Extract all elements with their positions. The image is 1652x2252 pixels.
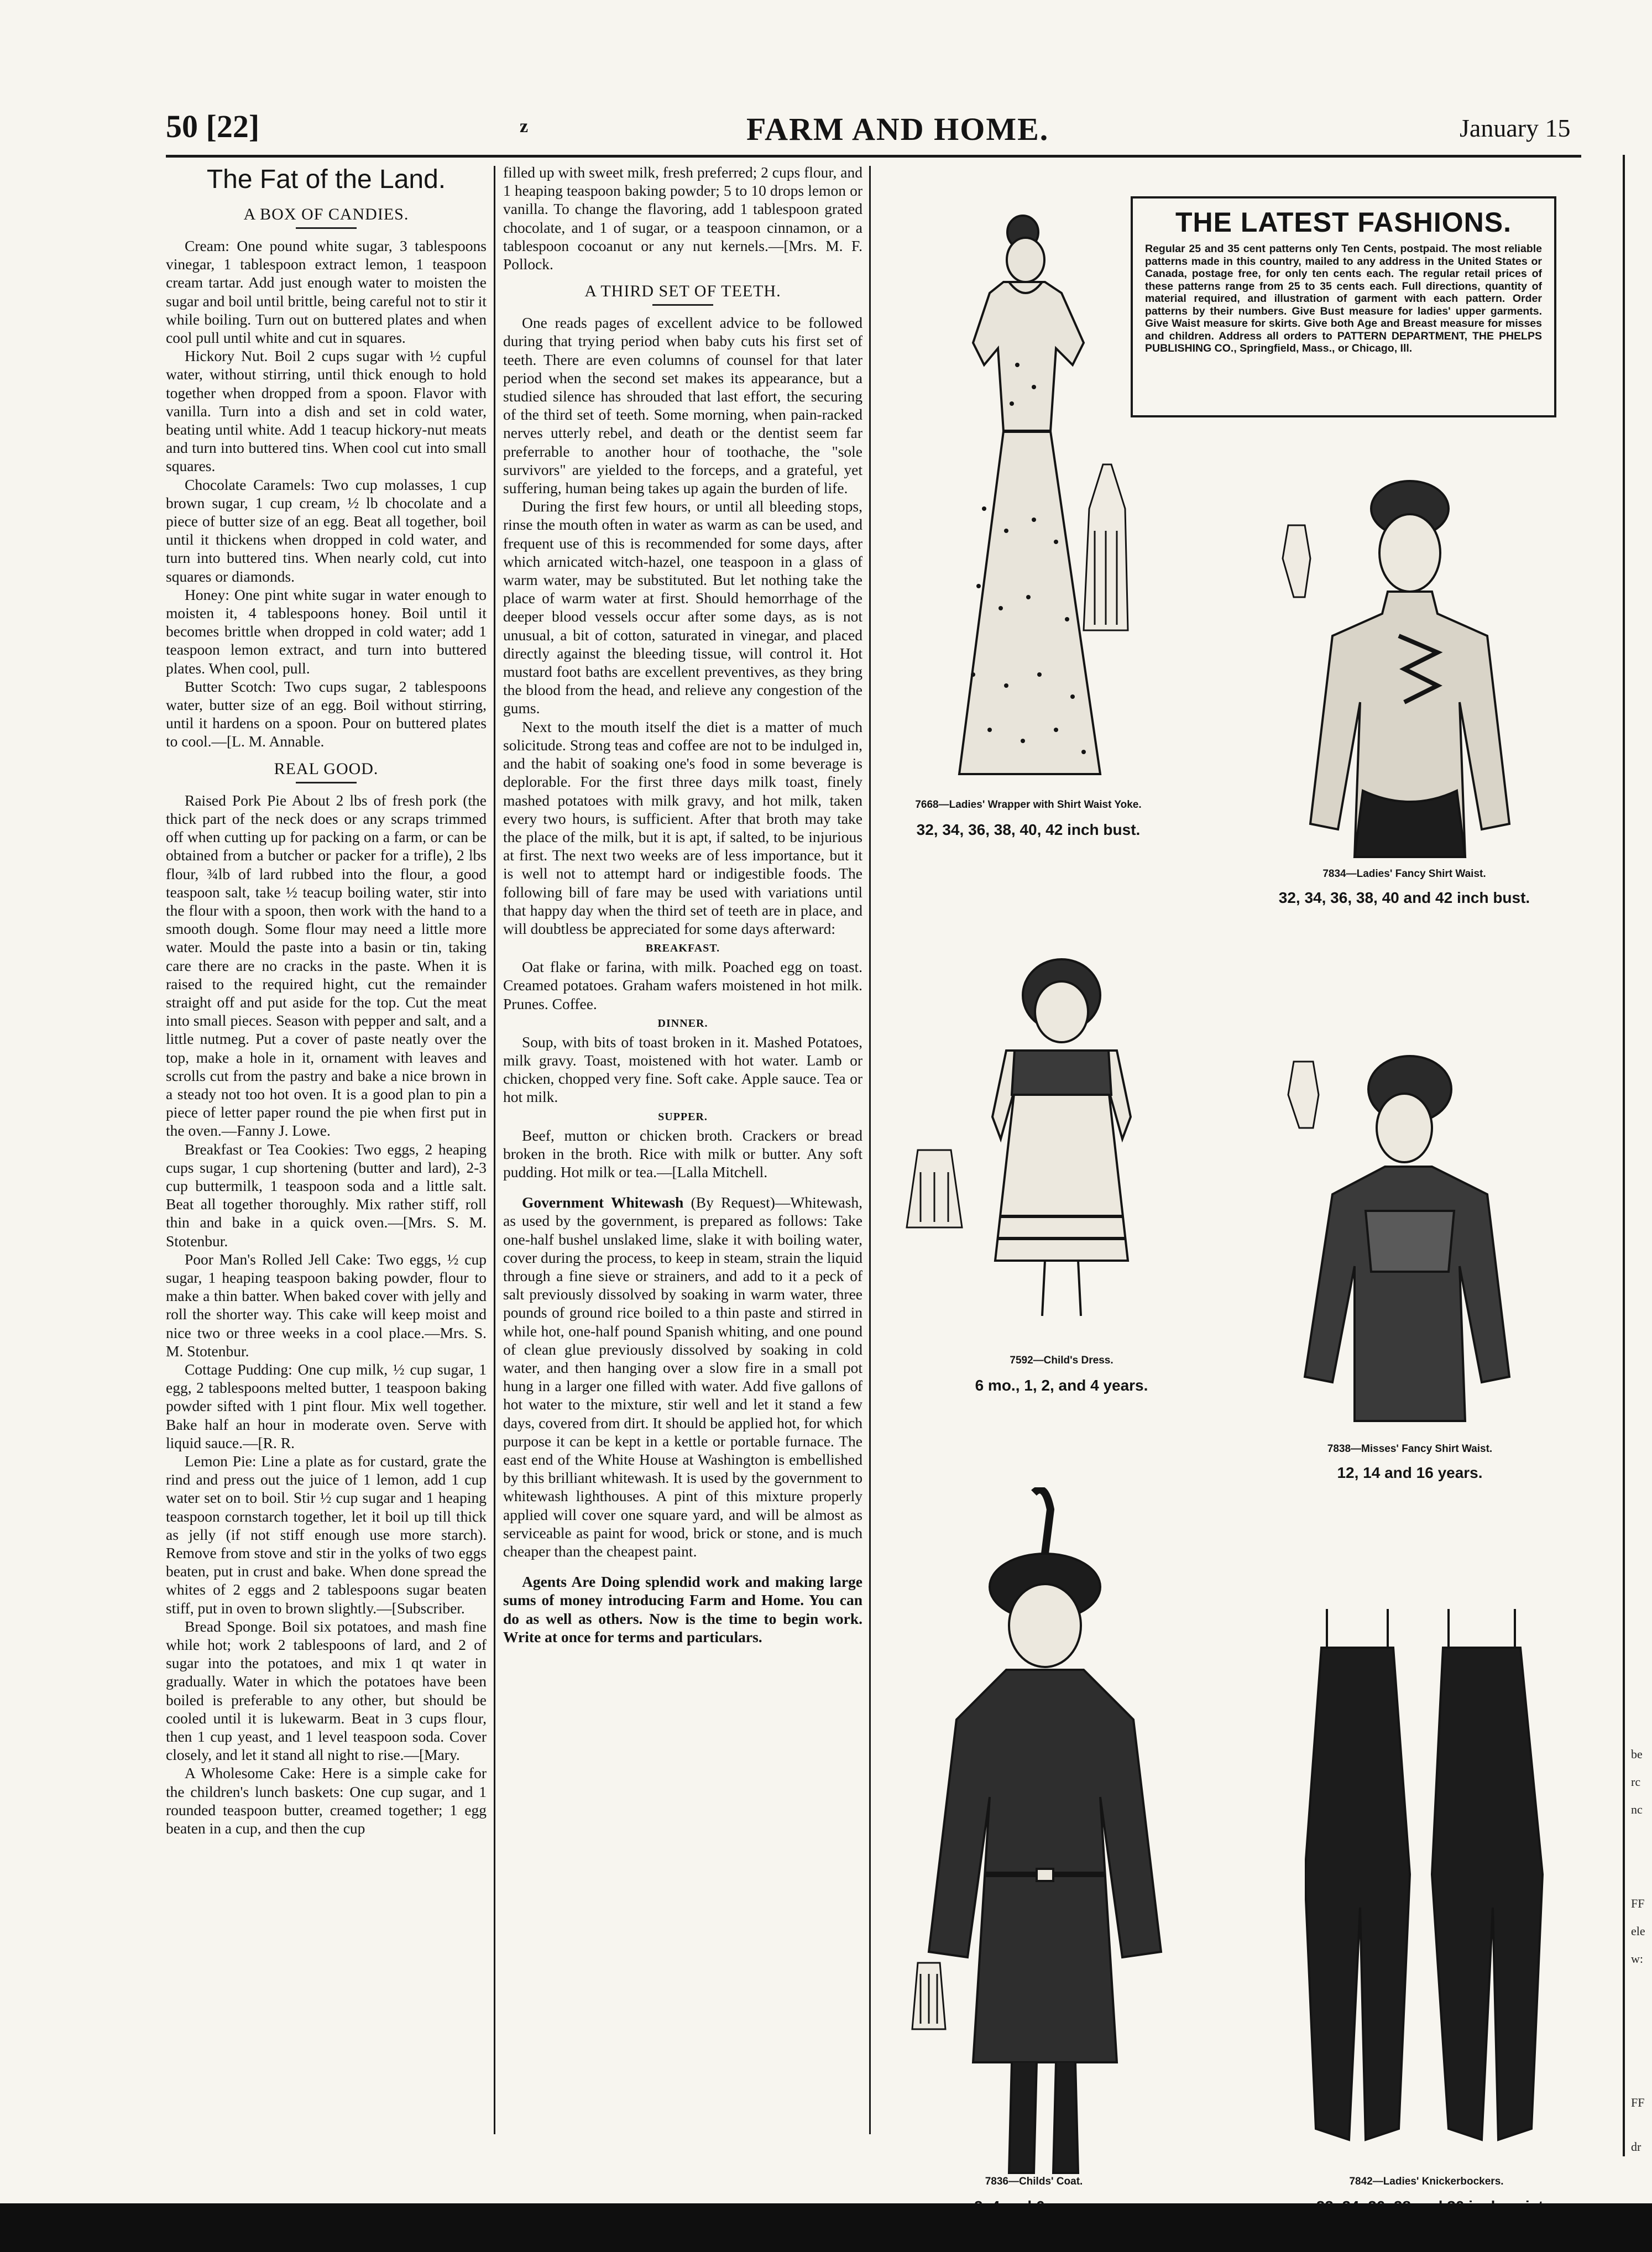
- spacer: [503, 1181, 862, 1193]
- recipe-paragraph: Cream: One pound white sugar, 3 tablespoons vinegar, 1 tablespoon extract lemon, 1 teaspoon cream tartar. Add just enough water to moisten the sugar and boil until brittle, being careful not to stir it while boiling. Turn out on buttered plates and when cool pull until white and cut in squares.: [166, 237, 487, 347]
- candies-heading: A BOX OF CANDIES.: [243, 205, 409, 223]
- menu-paragraph: Beef, mutton or chicken broth. Crackers or bread broken in the broth. Rice with milk or butter. Any soft pudding. Hot milk or tea.—[Lalla Mitchell.: [503, 1126, 862, 1180]
- column-1: [166, 163, 487, 2140]
- agents-text: splendid work and making large sums of money introducing Farm and Home. You can do as well as others. Now is the time to begin work. Write at once for terms and particulars.: [503, 1573, 862, 1645]
- folio-mark: z: [520, 116, 529, 137]
- column-divider: [494, 166, 495, 2134]
- pattern-name: 7842—Ladies' Knickerbockers.: [1349, 2176, 1504, 2187]
- recipe-paragraph: Bread Sponge. Boil six potatoes, and mash fine while hot; work 2 tablespoons of lard, and 2 of sugar into the potatoes, and mix 1 qt water in gradually. Water in which the potatoes have been boiled is preferable to any other, but should be cooled until it is lukewarm. Beat in 3 cups flour, then 1 cup yeast, and 1 level teaspoon soda. Cover closely, and let it stand all night to rise.—[Mary.: [166, 1617, 487, 1764]
- misses-shirt-waist-illustration: [1272, 1034, 1537, 1432]
- pattern-name: 7834—Ladies' Fancy Shirt Waist.: [1322, 868, 1486, 880]
- fashions-box: [1131, 196, 1556, 417]
- childs-dress-illustration: [896, 951, 1194, 1338]
- supper-heading: SUPPER.: [658, 1110, 708, 1123]
- section-title: The Fat of the Land.: [206, 165, 446, 194]
- fashions-body: Regular 25 and 35 cent patterns only Ten Cents, postpaid. The most reliable patterns made in this country, mailed to any address in the United States or Canada, postage free, for only ten cents each. The regular retail prices of these patterns range from 25 to 35 cents each. Full directions, quantity of material required, and illustration of garment with each pattern. Order patterns by their numbers. Give Bust measure for ladies' upper garments. Give Waist measure for skirts. Give both Age and Breast measure for misses and children. Address all orders to PATTERN DEPARTMENT, THE PHELPS PUBLISHING CO., Springfield, Mass., or Chicago, Ill.: [1145, 243, 1542, 354]
- pattern-name: 7836—Childs' Coat.: [985, 2176, 1083, 2187]
- pattern-name: 7592—Child's Dress.: [1010, 1355, 1113, 1366]
- pattern-name: 7838—Misses' Fancy Shirt Waist.: [1327, 1443, 1493, 1455]
- header-rule: [166, 155, 1581, 158]
- knickerbockers-illustration: [1305, 1598, 1548, 2184]
- heading-rule: [296, 227, 357, 229]
- column-2: [503, 163, 862, 2140]
- recipe-paragraph: Raised Pork Pie About 2 lbs of fresh pork (the thick part of the neck does or any scraps trimmed off when cutting up for packing on a farm, or can be obtained from a butcher or packer for a trifle), 2 lbs flour, ¾lb of lard rubbed into the flour, a good teaspoon salt, take ½ teacup boiling water, stir into the flour with a spoon, then work with the hand to a smooth dough. Some flour may need a little more water. Mould the paste into a basin or tin, taking care there are no cracks in the paste. When it is raised to the required hight, cut the remainder straight off and put aside for the top. Cut the meat into small pieces. Season with pepper and salt, and a little nutmeg. Put a cover of paste neatly over the top, make a hole in it, ornament with leaves and scrolls cut from the pastry and bake a nice brown in a steady not too hot oven. It is a good plan to pin a piece of letter paper round the pie when first put in the oven.—Fanny J. Lowe.: [166, 791, 487, 1140]
- recipe-paragraph: Lemon Pie: Line a plate as for custard, grate the rind and press out the juice of 1 lemon, add 1 cup water set on to boil. Stir ½ cup sugar and 1 heaping teaspoon cornstarch together, let it boil up till thick as jelly (if not stiff enough use more starch). Remove from stove and stir in the yolks of two eggs beaten, put in crust and bake. When done spread the whites of 2 eggs and 2 tablespoons sugar beaten stiff, put in oven to brown slightly.—[Subscriber.: [166, 1452, 487, 1617]
- pattern-sizes: 32, 34, 36, 38, 40 and 42 inch bust.: [1278, 889, 1530, 906]
- gutter-fragment: rc: [1631, 1775, 1641, 1789]
- page-number: 50 [22]: [166, 108, 260, 144]
- recipe-paragraph: Honey: One pint white sugar in water enough to moisten it, 4 tablespoons honey. Boil until it becomes brittle when dropped in cold water; add 1 teaspoon lemon extract, and turn into buttered plates. When cool, pull.: [166, 586, 487, 677]
- page-edge-rule: [1623, 155, 1625, 2156]
- recipe-paragraph: Cottage Pudding: One cup milk, ½ cup sugar, 1 egg, 2 tablespoons melted butter, 1 teaspoon baking powder sifted with 1 pint flour. Mix well together. Bake half an hour in moderate oven. Serve with liquid sauce.—[R. R.: [166, 1360, 487, 1451]
- agents-paragraph: [503, 1572, 862, 1646]
- whitewash-paragraph: [503, 1193, 862, 1560]
- whitewash-text: (By Request)—Whitewash, as used by the government, is prepared as follows: Take one-half bushel unslaked lime, slake it with boiling water, cover during the process, to keep in steam, strain the liquid through a fine sieve or strainers, and add to it a peck of salt previously dissolved by soaking in warm water, three pounds of ground rice boiled to a thin paste and stirred in while hot, one-half pound Spanish whiting, and one pound of clean glue previously dissolved by soaking in cold water, and then hanging over a slow fire in a small pot hung in a larger one filled with water. Add five gallons of hot water to the mixture, stir well and let it stand a few days, covered from dirt. It should be applied hot, for which purpose it can be kept in a kettle or portable furnace. The east end of the White House at Washington is embellished by this brilliant whitewash. It is used by the government to whitewash lighthouses. A pint of this mixture properly applied will cover one square yard, and will be almost as serviceable as paint for wood, brick or stone, and is much cheaper than the cheapest paint.: [503, 1194, 862, 1560]
- issue-date: January 15: [1460, 114, 1571, 142]
- publication-title: FARM AND HOME.: [746, 111, 1049, 147]
- pattern-sizes: 12, 14 and 16 years.: [1337, 1464, 1483, 1481]
- recipe-paragraph: Hickory Nut. Boil 2 cups sugar with ½ cupful water, without stirring, until thick enough to hold together when dropped from a spoon. Flavor with vanilla. Turn into a dish and set in cold water, beating until white. Add 1 teacup hickory-nut meats and turn into buttered tins. When cool cut into small squares.: [166, 347, 487, 475]
- menu-paragraph: Oat flake or farina, with milk. Poached egg on toast. Creamed potatoes. Graham wafers moistened in hot milk. Prunes. Coffee.: [503, 958, 862, 1012]
- pattern-sizes: 6 mo., 1, 2, and 4 years.: [975, 1377, 1148, 1394]
- spacer: [503, 1560, 862, 1572]
- dinner-heading: DINNER.: [657, 1017, 708, 1030]
- breakfast-heading: BREAKFAST.: [645, 942, 720, 955]
- gutter-fragment: w:: [1631, 1952, 1643, 1966]
- article-paragraph: Next to the mouth itself the diet is a matter of much solicitude. Strong teas and coffee are not to be indulged in, and the habit of soaking one's food in some beverage is deplorable. For the first three days milk toast, finely mashed potatoes with milk gravy, and hot milk, taken every two hours, is sufficient. After that broth may take the place of the milk, but it is apt, if salted, to be injurious at first. The next two weeks are of less importance, but it is well not to attempt hard or indigestible foods. The following bill of fare may be used with variations until that happy day when the third set of teeth are in place, and will doubtless be appreciated for some days afterward:: [503, 718, 862, 937]
- recipe-paragraph: Poor Man's Rolled Jell Cake: Two eggs, ½ cup sugar, 1 heaping teaspoon baking powder, flour to make a thin batter. When baked cover with jelly and roll the shorter way. This cake will keep moist and nice two or three weeks in a cool place.—Mrs. S. M. Stotenbur.: [166, 1250, 487, 1360]
- gutter-fragment: nc: [1631, 1802, 1643, 1816]
- pattern-sizes: 32, 34, 36, 38, 40, 42 inch bust.: [916, 821, 1141, 838]
- agents-lead: Agents Are Doing: [522, 1573, 640, 1591]
- wrapper-illustration: [907, 199, 1139, 791]
- fancy-shirt-waist-illustration: [1272, 470, 1537, 868]
- article-paragraph: During the first few hours, or until all bleeding stops, rinse the mouth often in water as warm as can be used, and frequent use of this is recommended for some days, after which arnicated witch-hazel, one teaspoon in a glass of warm water, may be substituted. But let nothing take the place of warm water at first. Should hemorrhage of the deeper blood vessels occur after some days, as is not unusual, a bit of cotton, saturated in vinegar, and placed directly against the bleeding tissue, will control it. Hot mustard foot baths are excellent preventives, as they bring the blood from the head, and relieve any congestion of the gums.: [503, 498, 862, 717]
- gutter-fragment: ele: [1631, 1924, 1645, 1938]
- gutter-fragment: FF: [1631, 1896, 1645, 1910]
- gutter-fragment: FF: [1631, 2096, 1645, 2109]
- heading-rule: [652, 304, 713, 306]
- real-good-heading: REAL GOOD.: [274, 759, 379, 778]
- heading-rule: [296, 782, 357, 783]
- menu-paragraph: Soup, with bits of toast broken in it. Mashed Potatoes, milk gravy. Toast, moistened with hot water. Lamb or chicken, chopped very fine. Soft cake. Apple sauce. Tea or hot milk.: [503, 1033, 862, 1106]
- column-divider: [869, 166, 871, 2134]
- gutter-fragment: be: [1631, 1747, 1643, 1761]
- teeth-heading: A THIRD SET OF TEETH.: [584, 282, 781, 301]
- scan-edge-band: [0, 2203, 1652, 2252]
- article-paragraph: One reads pages of excellent advice to be followed during that trying period when baby cuts his first set of teeth. There are even columns of counsel for that later period when the second set makes its appearance, but a studied silence has shrouded that last effort, the securing of the third set of teeth. Some morning, when pain-racked nerves utterly rebel, and death or the dentist seem far preferrable to another hour of toothache, the "sole survivors" are yielded to the forceps, and a grateful, yet suffering, human being takes up again the burden of life.: [503, 314, 862, 497]
- recipe-paragraph: A Wholesome Cake: Here is a simple cake for the children's lunch baskets: One cup sugar, and 1 rounded teaspoon butter, creamed together; 1 egg beaten in a cup, and then the cup: [166, 1764, 487, 1837]
- recipe-paragraph: Chocolate Caramels: Two cup molasses, 1 cup brown sugar, 1 cup cream, ½ lb chocolate and a piece of butter size of an egg. Beat all together, boil until it thickens when dropped in cold water, and turn into buttered tins. When nearly cold, cut into squares or diamonds.: [166, 476, 487, 585]
- childs-coat-illustration: [907, 1487, 1172, 2184]
- recipe-paragraph: Butter Scotch: Two cups sugar, 2 tablespoons water, butter size of an egg. Boil without stirring, until it hardens on a spoon. Pour on buttered plates to cool.—[L. M. Annable.: [166, 677, 487, 750]
- recipe-paragraph: Breakfast or Tea Cookies: Two eggs, 2 heaping cups sugar, 1 cup shortening (butter and lard), 2-3 cup buttermilk, 1 teaspoon soda and a little salt. Beat all together thoroughly. Mix rather stiff, roll thin and bake in a quick oven.—[Mrs. S. M. Stotenbur.: [166, 1140, 487, 1250]
- gutter-fragment: dr: [1631, 2140, 1641, 2154]
- continued-paragraph: filled up with sweet milk, fresh preferred; 2 cups flour, and 1 heaping teaspoon baking powder; 5 to 10 drops lemon or vanilla. To change the flavoring, add 1 tablespoon grated chocolate, and 1 of sugar, or a teaspoon cinnamon, or a tablespoon cocoanut or any nut kernels.—[Mrs. M. F. Pollock.: [503, 164, 862, 273]
- fashions-title: THE LATEST FASHIONS.: [1175, 207, 1512, 238]
- whitewash-lead: Government Whitewash: [522, 1194, 684, 1211]
- pattern-name: 7668—Ladies' Wrapper with Shirt Waist Yoke.: [915, 799, 1142, 811]
